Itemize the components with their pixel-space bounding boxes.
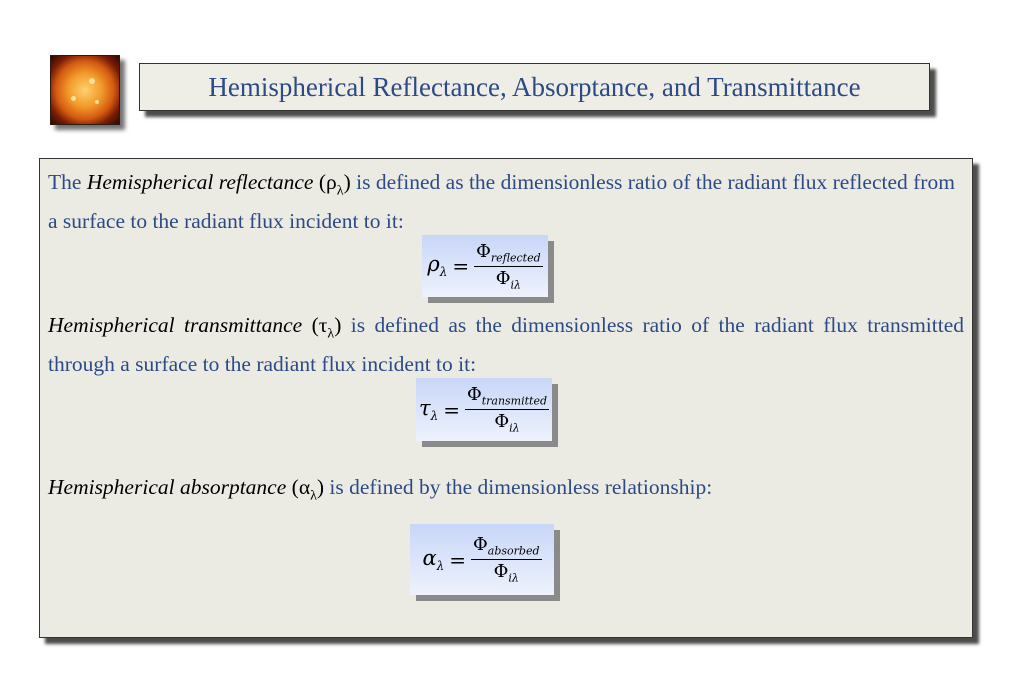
absorptance-equation: $\alpha_\lambda$ = $\frac{\Phi_{absorbed}}{\Phi_{i\lambda}}$ [410,524,554,595]
transmittance-equation: $\tau_\lambda$ = $\frac{\Phi_{transmitted}}{\Phi_{i\lambda}}$ [416,378,552,441]
reflectance-equation: $\rho_\lambda$ = $\frac{\Phi_{reflected}}{\Phi_{i\lambda}}$ [422,235,548,297]
page-title: Hemispherical Reflectance, Absorptance, and Transmittance [208,71,861,102]
transmittance-symbol: $(\tau_\lambda)$ [311,313,342,342]
reflectance-symbol: $(\rho_\lambda)$ [318,170,351,199]
transmittance-paragraph [48,310,964,379]
absorptance-definition: is defined by the dimensionless relationship: [324,475,713,499]
transmittance-definition: is defined as the dimensionless ratio of the radiant flux transmitted through a surface to the radiant flux incident to it: [48,313,965,377]
absorptance-symbol: $(\alpha_\lambda)$ [291,475,325,504]
sun-icon [50,55,120,125]
transmittance-term: Hemispherical transmittance [48,313,303,337]
reflectance-definition: is defined as the dimensionless ratio of the radiant flux reflected from a surface to the radiant flux incident to it: [48,170,955,234]
absorptance-term: Hemispherical absorptance [48,475,287,499]
reflectance-paragraph [48,167,964,236]
reflectance-lead: The [48,170,87,194]
content-panel [39,158,973,638]
absorptance-paragraph [48,472,964,511]
reflectance-term: Hemispherical reflectance [86,170,314,194]
title-box [139,63,930,111]
